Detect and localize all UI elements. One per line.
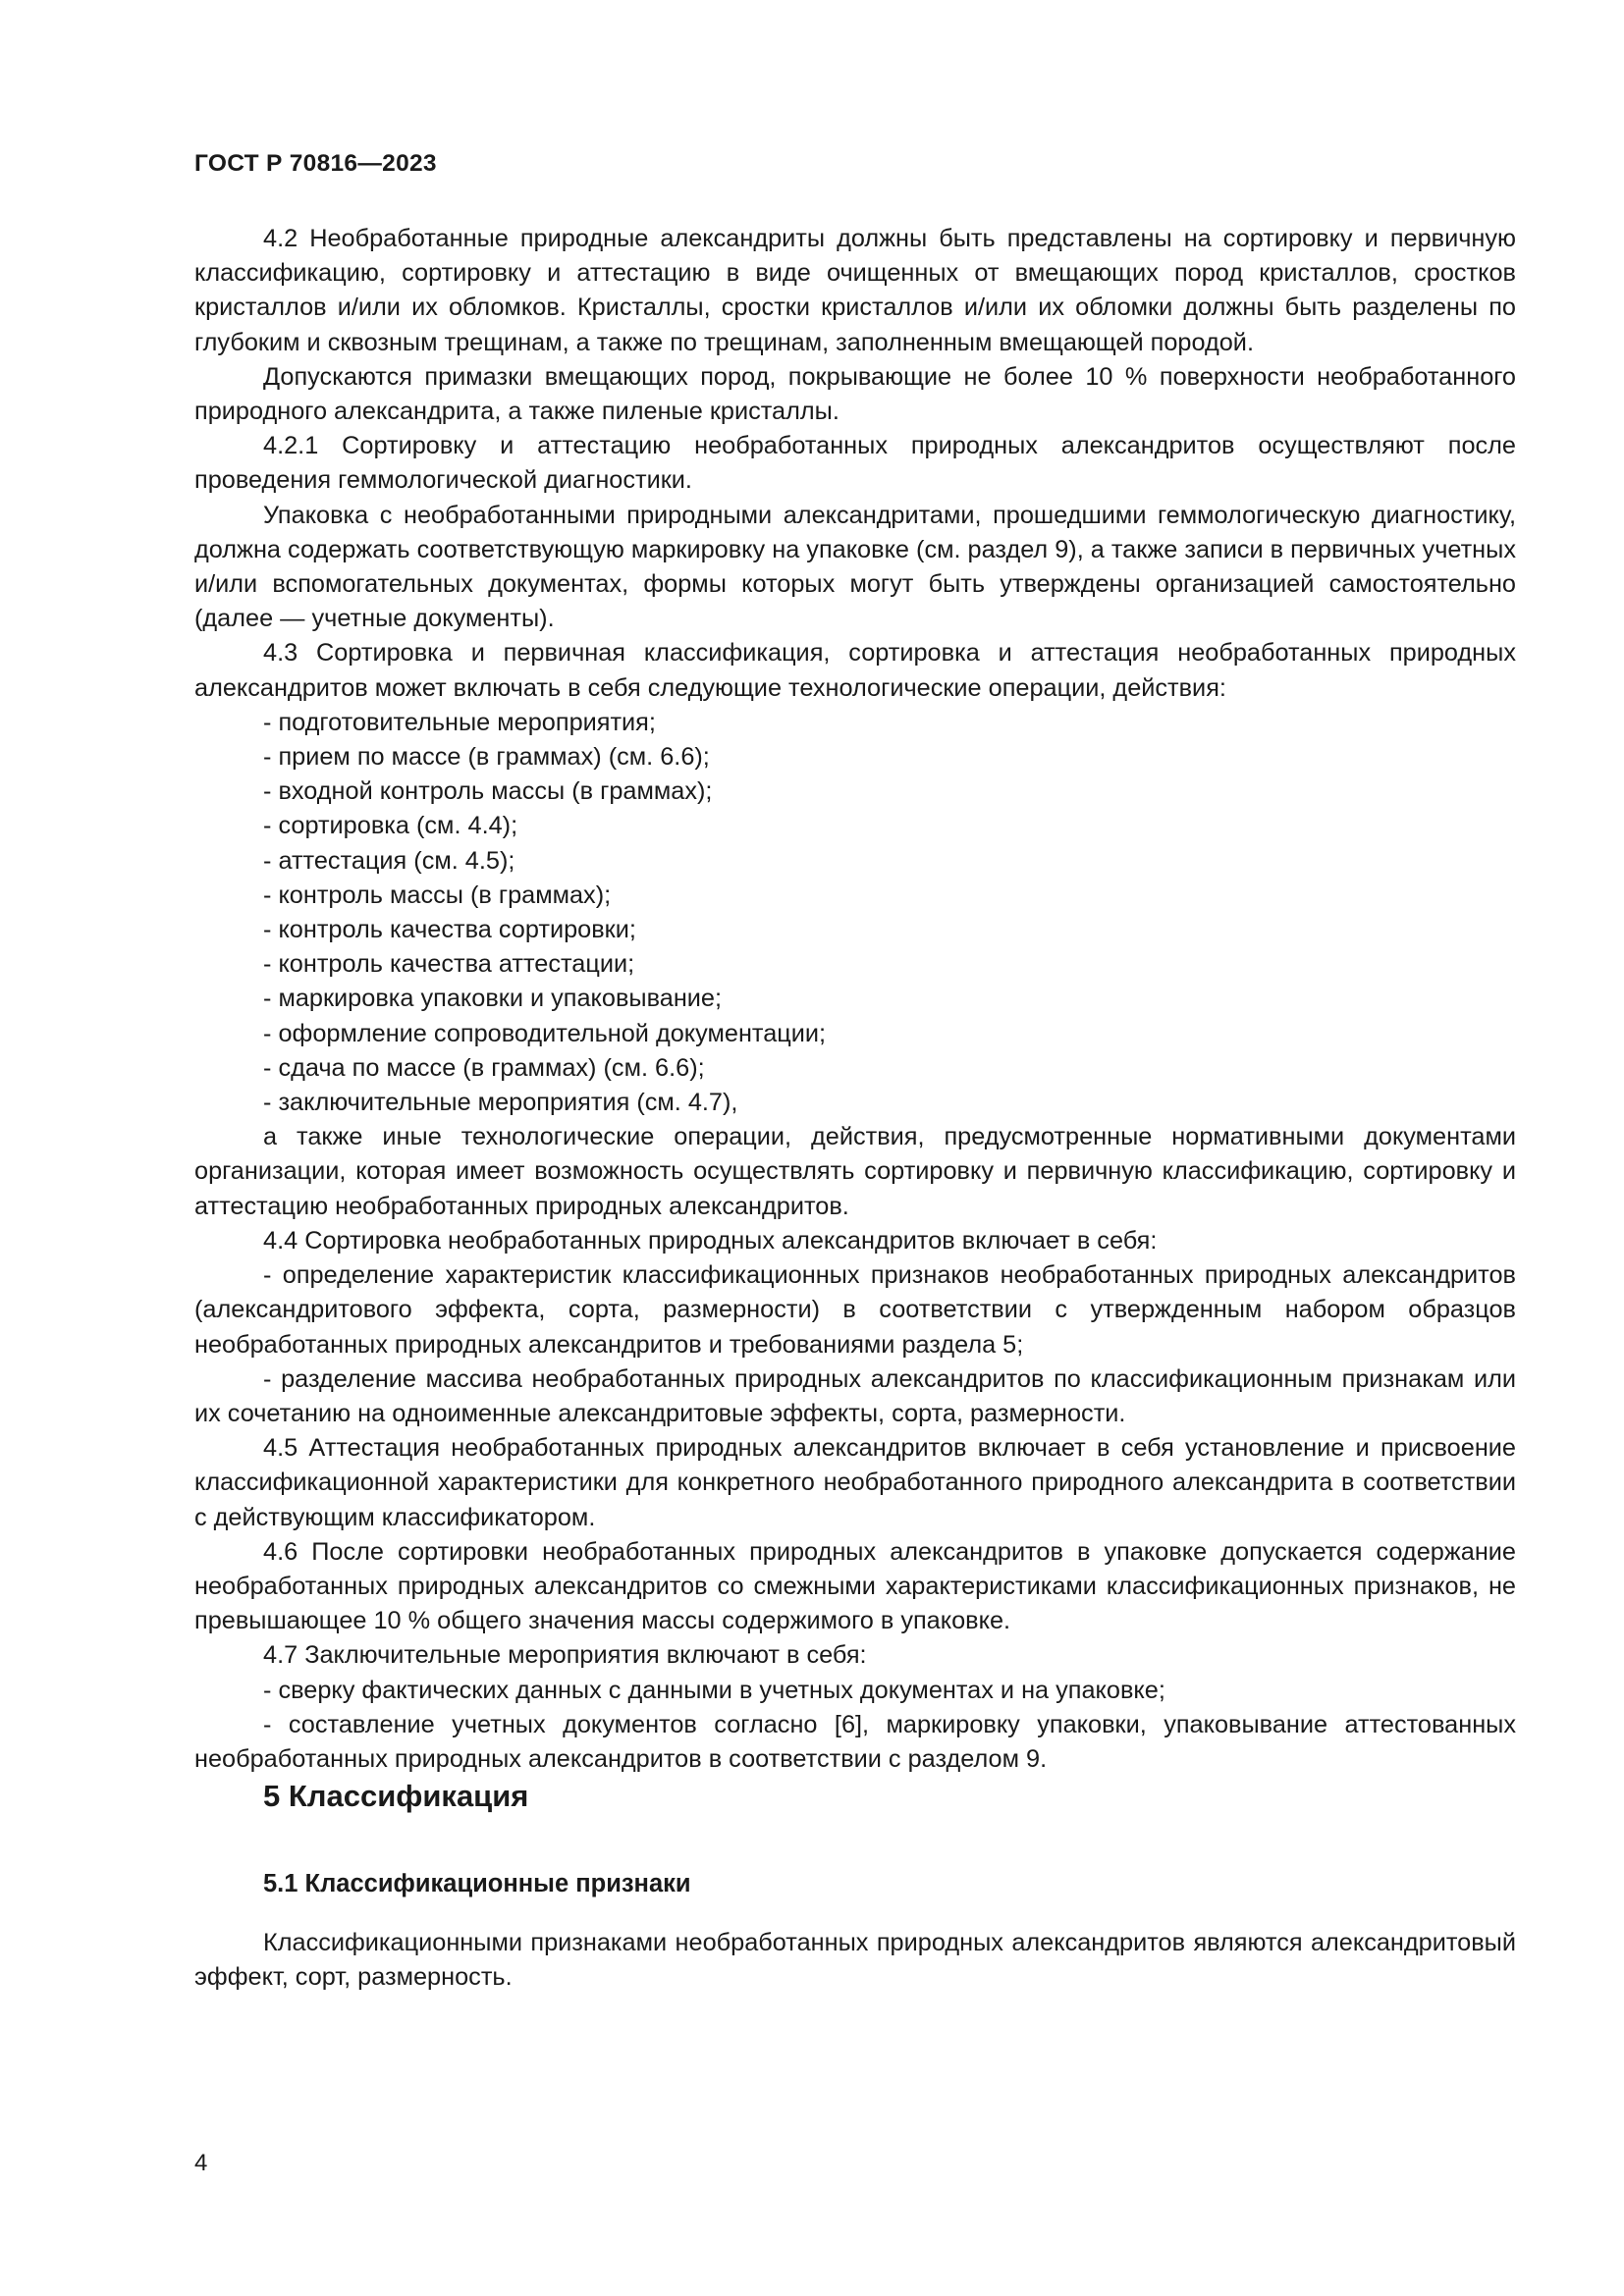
list-item: - заключительные мероприятия (см. 4.7), — [263, 1089, 738, 1117]
list-item: - контроль массы (в граммах); — [263, 881, 612, 909]
paragraph-4-7-item-1: - сверку фактических данных с данными в учетных документах и на упаковке; — [263, 1676, 1165, 1704]
document-code-header: ГОСТ Р 70816—2023 — [194, 150, 437, 177]
main-text — [194, 222, 1516, 1777]
paragraph-4-2-1-packaging: Упаковка с необработанными природными александритами, прошедшими геммологическую диагностику, должна содержать соответствующую маркировку на упаковке (см. раздел 9), а также записи в первичных учетных и/или вспомогательных документах, формы которых могут быть утверждены организацией самостоятельно (далее — учетные документы). — [194, 501, 1516, 633]
paragraph-4-2-1: 4.2.1 Сортировку и аттестацию необработанных природных александритов осуществляют после проведения геммологической диагностики. — [194, 432, 1516, 495]
subsection-heading: 5.1 Классификационные признаки — [263, 1870, 691, 1897]
section-heading: 5 Классификация — [263, 1779, 529, 1813]
list-item: - входной контроль массы (в граммах); — [263, 777, 713, 806]
paragraph-4-4-item-2: - разделение массива необработанных природных александритов по классификационным признакам или их сочетанию на одноименные александритовые эффекты, сорта, размерности. — [194, 1364, 1516, 1427]
paragraph-4-4-item-1: - определение характеристик классификационных признаков необработанных природных александритов (александритового эффекта, сорта, размерности) в соответствии с утвержденным набором образцов необработанных природных александритов и требованиями раздела 5; — [194, 1261, 1516, 1359]
list-item: - сортировка (см. 4.4); — [263, 812, 518, 840]
list-item: - аттестация (см. 4.5); — [263, 846, 515, 875]
paragraph-4-7: 4.7 Заключительные мероприятия включают в себя: — [263, 1641, 867, 1670]
paragraph-4-3-continuation: а также иные технологические операции, действия, предусмотренные нормативными документами организации, которая имеет возможность осуществлять сортировку и первичную классификацию, сортировку и аттестацию необработанных природных александритов. — [194, 1123, 1516, 1220]
list-item: - контроль качества аттестации; — [263, 950, 635, 979]
paragraph-4-3: 4.3 Сортировка и первичная классификация, сортировка и аттестация необработанных природных александритов может включать в себя следующие технологические операции, действия: — [194, 639, 1516, 702]
paragraph-4-5: 4.5 Аттестация необработанных природных александритов включает в себя установление и присвоение классификационной характеристики для конкретного необработанного природного александрита в соответствии с действующим классификатором. — [194, 1434, 1516, 1531]
list-item: - оформление сопроводительной документации; — [263, 1019, 827, 1047]
list-item: - маркировка упаковки и упаковывание; — [263, 985, 723, 1013]
paragraph-4-2-note: Допускаются примазки вмещающих пород, покрывающие не более 10 % поверхности необработанного природного александрита, а также пиленые кристаллы. — [194, 362, 1516, 426]
paragraph-4-7-item-2: - составление учетных документов согласно [6], маркировку упаковки, упаковывание аттестованных необработанных природных александритов в соответствии с разделом 9. — [194, 1710, 1516, 1773]
section-body — [194, 1926, 1516, 1995]
list-item: - прием по массе (в граммах) (см. 6.6); — [263, 743, 710, 772]
list-item: - подготовительные мероприятия; — [263, 708, 656, 736]
list-item: - контроль качества сортировки; — [263, 916, 636, 944]
list-item: - сдача по массе (в граммах) (см. 6.6); — [263, 1053, 705, 1082]
paragraph-5-1: Классификационными признаками необработанных природных александритов являются александритовый эффект, сорт, размерность. — [194, 1929, 1516, 1992]
paragraph-4-4: 4.4 Сортировка необработанных природных александритов включает в себя: — [263, 1226, 1158, 1255]
paragraph-4-2: 4.2 Необработанные природные александриты должны быть представлены на сортировку и первичную классификацию, сортировку и аттестацию в виде очищенных от вмещающих пород кристаллов, сростков кристаллов и/или их обломков. Кристаллы, сростки кристаллов и/или их обломки должны быть разделены по глубоким и сквозным трещинам, а также по трещинам, заполненным вмещающей породой. — [194, 225, 1516, 356]
page-number: 4 — [194, 2150, 208, 2176]
paragraph-4-6: 4.6 После сортировки необработанных природных александритов в упаковке допускается содержание необработанных природных александритов со смежными характеристиками классификационных признаков, не превышающее 10 % общего значения массы содержимого в упаковке. — [194, 1537, 1516, 1635]
